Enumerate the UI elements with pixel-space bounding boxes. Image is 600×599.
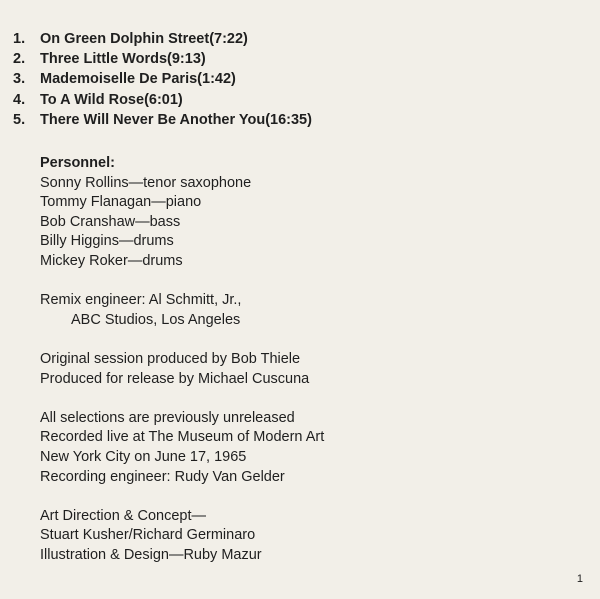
page-number: 1 — [576, 573, 583, 585]
track-title: Three Little Words — [40, 51, 168, 68]
unreleased-line: All selections are previously unreleased — [40, 409, 295, 426]
production-section — [40, 350, 324, 389]
art-direction-line: Art Direction & Concept— — [40, 507, 207, 524]
track-item — [13, 29, 312, 49]
remix-engineer-line: Remix engineer: Al Schmitt, Jr., — [40, 292, 242, 309]
recording-section — [40, 409, 324, 487]
track-list — [13, 29, 312, 130]
recording-engineer-line: Recording engineer: Rudy Van Gelder — [40, 468, 285, 485]
track-number: 4. — [13, 91, 26, 108]
track-duration: (6:01) — [144, 91, 183, 108]
personnel-member: Bob Cranshaw—bass — [40, 213, 181, 230]
track-item — [13, 69, 312, 89]
track-title: On Green Dolphin Street — [40, 31, 210, 47]
personnel-member: Mickey Roker—drums — [40, 252, 183, 269]
venue-line: Recorded live at The Museum of Modern Art — [40, 429, 325, 446]
track-title: To A Wild Rose — [40, 91, 145, 108]
track-duration: (16:35) — [265, 111, 312, 128]
track-item — [13, 110, 312, 130]
original-producer-line: Original session produced by Bob Thiele — [40, 350, 301, 367]
art-section — [40, 507, 324, 566]
track-title: Mademoiselle De Paris — [40, 71, 198, 88]
track-duration: (1:42) — [197, 71, 236, 88]
personnel-member: Tommy Flanagan—piano — [40, 194, 202, 211]
track-number: 5. — [13, 111, 26, 128]
credits — [40, 154, 324, 565]
remix-studio-line: ABC Studios, Los Angeles — [71, 311, 241, 328]
track-item — [13, 49, 312, 69]
track-title: There Will Never Be Another You — [40, 111, 266, 128]
illustration-line: Illustration & Design—Ruby Mazur — [40, 546, 262, 563]
personnel-heading: Personnel: — [40, 155, 115, 171]
date-line: New York City on June 17, 1965 — [40, 448, 247, 465]
track-number: 3. — [13, 71, 26, 88]
track-duration: (7:22) — [209, 31, 248, 47]
art-names-line: Stuart Kusher/Richard Germinaro — [40, 527, 256, 544]
personnel-section — [40, 154, 324, 272]
track-number: 1. — [13, 31, 26, 47]
track-item — [13, 90, 312, 110]
track-duration: (9:13) — [167, 51, 206, 68]
personnel-member: Sonny Rollins—tenor saxophone — [40, 174, 252, 191]
personnel-member: Billy Higgins—drums — [40, 233, 174, 250]
release-producer-line: Produced for release by Michael Cuscuna — [40, 370, 310, 387]
remix-section — [40, 291, 324, 330]
track-number: 2. — [13, 51, 26, 68]
